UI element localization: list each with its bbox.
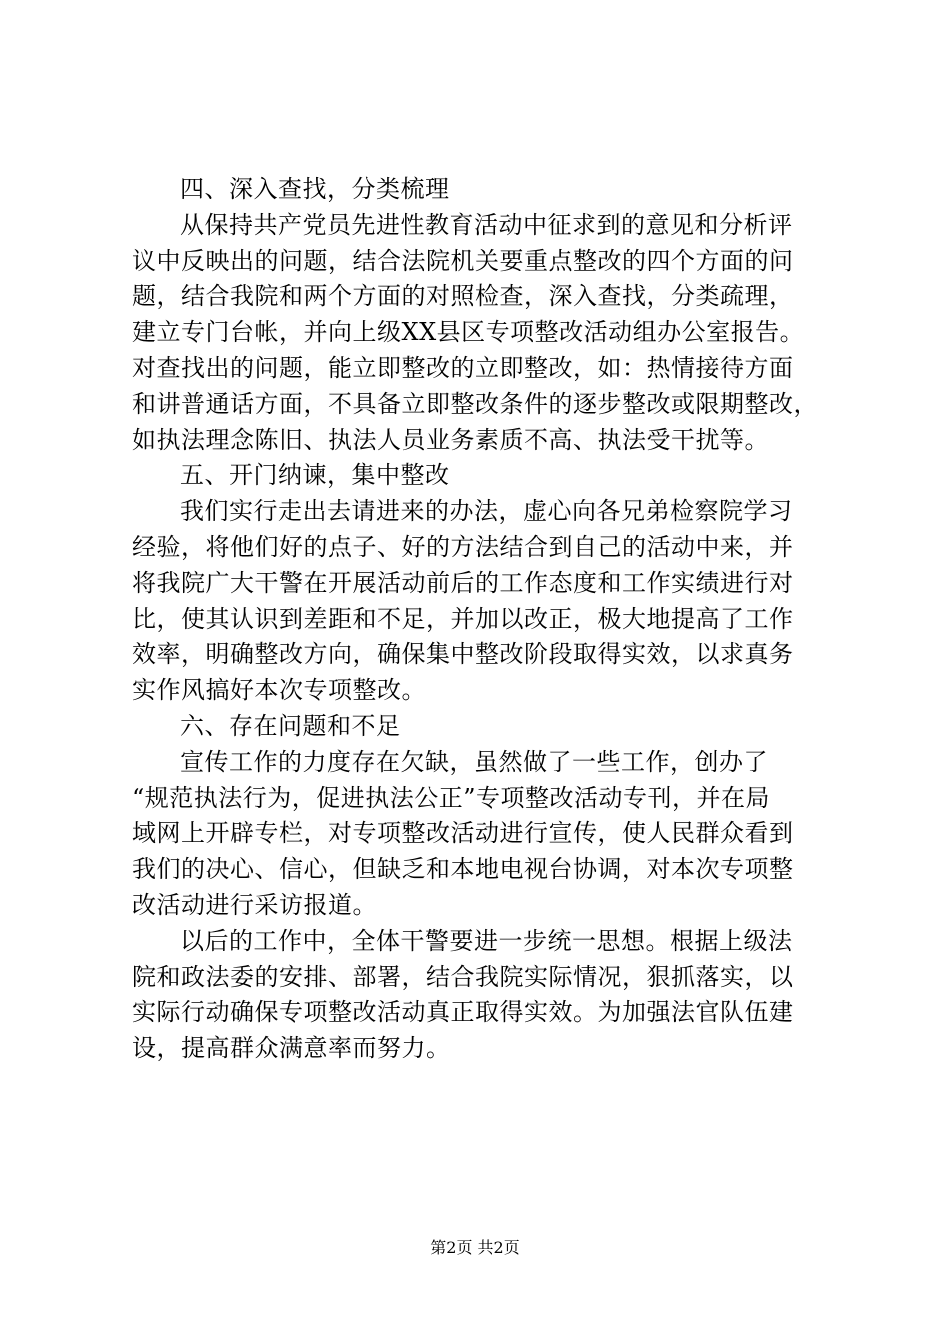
paragraph-start-line: 宣传工作的力度存在欠缺，虽然做了一些工作，创办了 xyxy=(180,747,768,776)
text-line: 我们的决心、信心，但缺乏和本地电视台协调，对本次专项整 xyxy=(132,855,794,884)
text-line: 比，使其认识到差距和不足，并加以改正，极大地提高了工作 xyxy=(132,604,794,633)
paragraph-start-line: 从保持共产党员先进性教育活动中征求到的意见和分析评 xyxy=(180,210,793,239)
text-line: 效率，明确整改方向，确保集中整改阶段取得实效，以求真务 xyxy=(132,640,794,669)
document-body xyxy=(132,172,842,1067)
text-line: “规范执法行为，促进执法公正”专项整改活动专刊，并在局 xyxy=(132,783,771,812)
text-line: 改活动进行采访报道。 xyxy=(132,890,377,919)
text-line: 和讲普通话方面，不具备立即整改条件的逐步整改或限期整改， xyxy=(132,389,818,418)
paragraph-start-line: 以后的工作中，全体干警要进一步统一思想。根据上级法 xyxy=(180,926,793,955)
text-line: 经验，将他们好的点子、好的方法结合到自己的活动中来，并 xyxy=(132,532,794,561)
text-line: 对查找出的问题，能立即整改的立即整改，如：热情接待方面 xyxy=(132,353,794,382)
paragraph-start-line: 四、深入查找，分类梳理 xyxy=(180,175,450,203)
text-line: 建立专门台帐，并向上级XX县区专项整改活动组办公室报告。 xyxy=(132,318,805,347)
text-line: 将我院广大干警在开展活动前后的工作态度和工作实绩进行对 xyxy=(132,568,794,597)
text-line: 院和政法委的安排、部署，结合我院实际情况，狠抓落实，以 xyxy=(132,962,794,991)
text-line: 实作风搞好本次专项整改。 xyxy=(132,676,426,705)
text-line: 实际行动确保专项整改活动真正取得实效。为加强法官队伍建 xyxy=(132,998,794,1027)
paragraph-start-line: 我们实行走出去请进来的办法，虚心向各兄弟检察院学习 xyxy=(180,497,793,526)
paragraph-start-line: 六、存在问题和不足 xyxy=(180,711,401,740)
text-line: 域网上开辟专栏，对专项整改活动进行宣传，使人民群众看到 xyxy=(132,819,794,848)
text-line: 设，提高群众满意率而努力。 xyxy=(132,1034,451,1063)
text-line: 议中反映出的问题，结合法院机关要重点整改的四个方面的问 xyxy=(132,246,794,275)
paragraph-start-line: 五、开门纳谏，集中整改 xyxy=(180,461,450,490)
page-footer: 第2页 共2页 xyxy=(430,1238,520,1257)
text-line: 题，结合我院和两个方面的对照检查，深入查找，分类疏理， xyxy=(132,282,794,311)
text-line: 如执法理念陈旧、执法人员业务素质不高、执法受干扰等。 xyxy=(132,425,769,454)
